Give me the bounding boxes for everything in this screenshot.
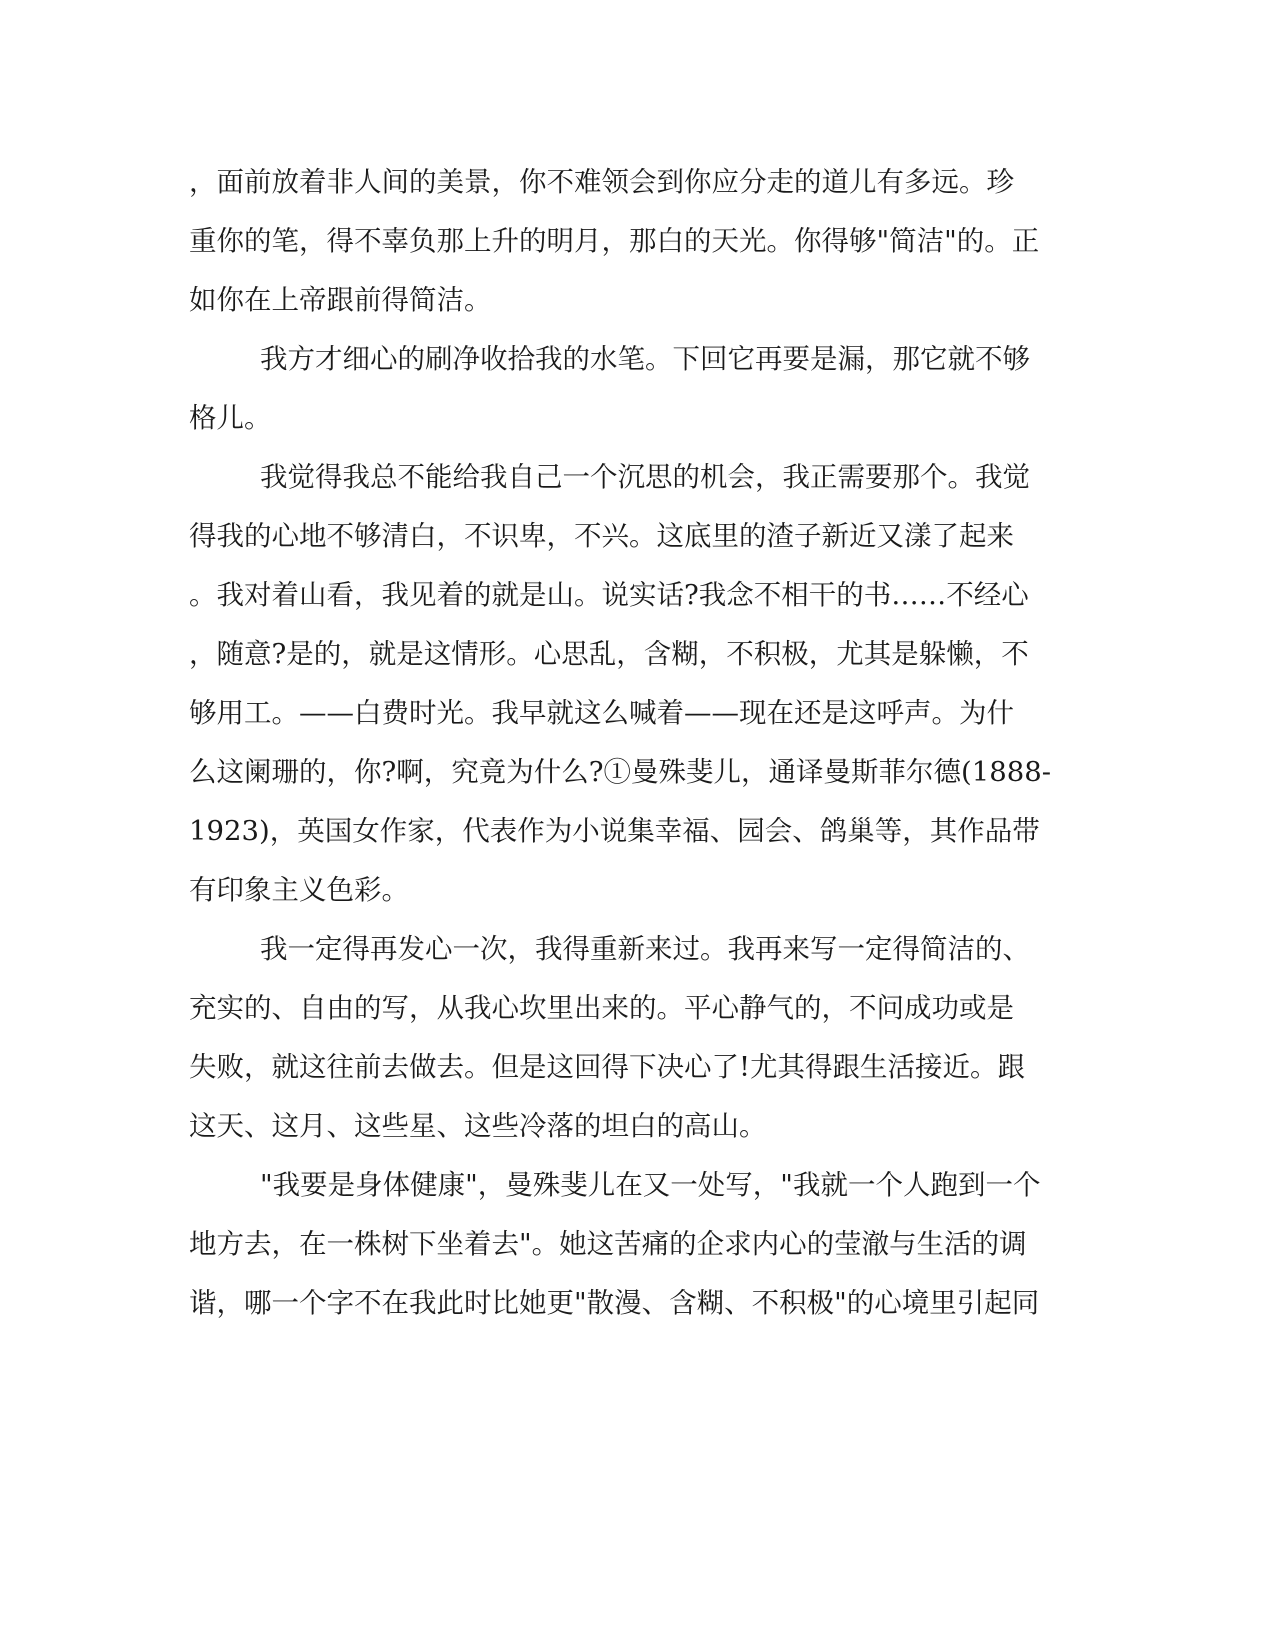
text-line: 我方才细心的刷净收拾我的水笔。下回它再要是漏，那它就不够	[260, 343, 1030, 375]
text-line: 重你的笔，得不辜负那上升的明月，那白的天光。你得够"简洁"的。正	[189, 225, 1040, 257]
text-line: 如你在上帝跟前得简洁。	[189, 284, 492, 316]
text-line: 得我的心地不够清白，不识卑，不兴。这底里的渣子新近又漾了起来	[189, 520, 1014, 552]
text-line: 我一定得再发心一次，我得重新来过。我再来写一定得简洁的、	[260, 933, 1030, 965]
text-line: 充实的、自由的写，从我心坎里出来的。平心静气的，不问成功或是	[189, 992, 1014, 1024]
text-line: 地方去，在一株树下坐着去"。她这苦痛的企求内心的莹澈与生活的调	[189, 1228, 1027, 1260]
text-line: 格儿。	[189, 402, 272, 434]
text-line: 够用工。——白费时光。我早就这么喊着——现在还是这呼声。为什	[189, 697, 1014, 729]
text-line: 这天、这月、这些星、这些冷落的坦白的高山。	[189, 1110, 767, 1142]
text-line: 谐，哪一个字不在我此时比她更"散漫、含糊、不积极"的心境里引起同	[189, 1287, 1040, 1319]
text-line: "我要是身体健康"，曼殊斐儿在又一处写，"我就一个人跑到一个	[260, 1169, 1041, 1201]
text-line: 。我对着山看，我见着的就是山。说实话?我念不相干的书……不经心	[189, 579, 1029, 611]
text-line: 么这阑珊的，你?啊，究竟为什么?①曼殊斐儿，通译曼斯菲尔德(1888-	[189, 756, 1051, 788]
text-line: 有印象主义色彩。	[189, 874, 409, 906]
text-line: 1923)，英国女作家，代表作为小说集幸福、园会、鸽巢等，其作品带	[189, 815, 1040, 847]
text-line: ，面前放着非人间的美景，你不难领会到你应分走的道儿有多远。珍	[189, 166, 1014, 198]
text-line: 失败，就这往前去做去。但是这回得下决心了!尤其得跟生活接近。跟	[189, 1051, 1026, 1083]
text-line: 我觉得我总不能给我自己一个沉思的机会，我正需要那个。我觉	[260, 461, 1030, 493]
text-line: ，随意?是的，就是这情形。心思乱，含糊，不积极，尤其是躲懒，不	[189, 638, 1029, 670]
